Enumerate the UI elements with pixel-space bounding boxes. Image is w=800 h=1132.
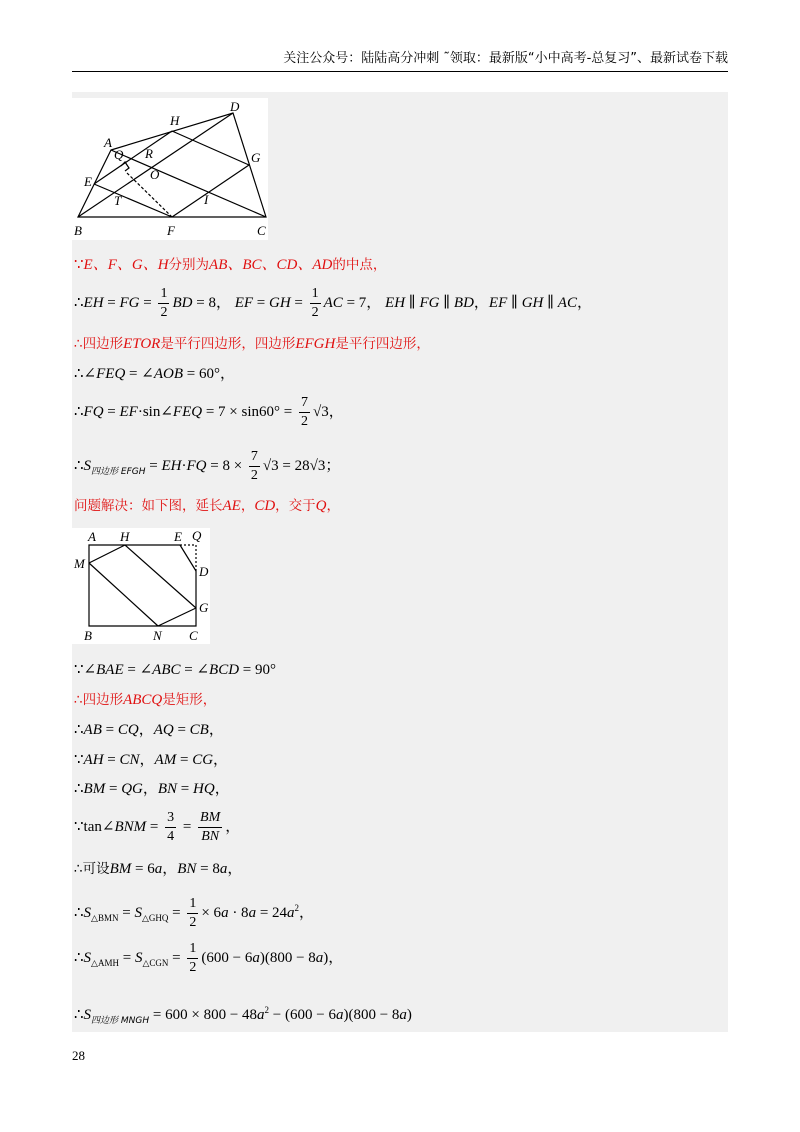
line-16: $\therefore S_{\triangle AMH} = S_{\triangle CGN}$ = $\frac{1}{2}$ (600 − 6a)(800 − 8a)， [74, 941, 344, 976]
fig2-label-a: A [88, 529, 96, 544]
line-4: ∴∠FEQ = ∠AOB = 60°， [74, 366, 235, 382]
line-13: ∵tan∠BNM = $\frac{3}{4}$ = $\frac{BM}{BN}$ ， [74, 810, 241, 845]
line-3: ∴四边形ETOR是平行四边形，四边形EFGH是平行四边形， [74, 336, 430, 352]
line-5: ∴FQ = EF·sin∠FEQ = 7 × sin60° = $\frac{7}{2}$ √3， [74, 395, 344, 430]
line-6: $\therefore S_{四边形 EFGH} = EH\cdot FQ = 8$ × $\frac{7}{2}$ √3 = 28√3； [74, 449, 341, 484]
fig2-label-b: B [84, 628, 92, 643]
fig1-label-q: Q [114, 147, 124, 162]
fraction: $\frac{1}{2}$ [189, 941, 197, 976]
fig1-label-f: F [167, 223, 175, 238]
fraction: $\frac{3}{4}$ [167, 810, 175, 845]
line-14: ∴可设BM = 6a，BN = 8a， [74, 861, 243, 877]
fraction: $\frac{7}{2}$ [250, 449, 258, 484]
line-11: ∵AH = CN，AM = CG， [74, 752, 229, 768]
fraction: $\frac{1}{2}$ [189, 896, 197, 931]
fig2-label-h: H [120, 529, 130, 544]
fig2-label-q: Q [192, 528, 202, 543]
fig1-label-c: C [257, 223, 266, 238]
fraction: $\frac{BM}{BN}$ [200, 810, 221, 845]
fig2-label-e: E [174, 529, 182, 544]
figure-rectangle [72, 528, 210, 644]
line-12: ∴BM = QG，BN = HQ， [74, 781, 230, 797]
fig2-label-n: N [153, 628, 162, 643]
fig1-label-i: I [204, 192, 209, 207]
fraction: $\frac{7}{2}$ [300, 395, 308, 430]
line-8: ∵∠BAE = ∠ABC = ∠BCD = 90° [74, 662, 276, 678]
line-10: ∴AB = CQ，AQ = CB， [74, 722, 224, 738]
fig1-label-o: O [150, 167, 160, 182]
fig2-label-c: C [189, 628, 198, 643]
fraction: $\frac{1}{2}$ [160, 286, 168, 321]
fig1-label-r: R [145, 146, 153, 161]
line-2: ∴EH = FG = $\frac{1}{2}$ BD = 8， EF = GH = $\frac{1}{2}$ AC = 7， EH ∥ FG ∥ BD，EF ∥ GH ∥ AC， [74, 286, 592, 321]
page-number: 28 [72, 1048, 85, 1063]
fig1-label-g: G [251, 150, 261, 165]
fig1-label-b: B [74, 223, 82, 238]
figure-quadrilateral [72, 98, 268, 240]
fig1-label-e: E [84, 174, 92, 189]
fig2-label-d: D [199, 564, 209, 579]
header-rule [72, 71, 728, 72]
line-9: ∴四边形ABCQ是矩形， [74, 692, 217, 708]
fig1-label-a: A [104, 135, 112, 150]
line-1: ∵E、F、G、H分别为AB、BC、CD、AD的中点， [74, 257, 387, 273]
fig1-label-d: D [230, 99, 240, 114]
line-15: $\therefore S_{\triangle BMN} = S_{\triangle GHQ}$ = $\frac{1}{2}$ × $6a \cdot 8a = 24a^2$， [74, 896, 315, 931]
fig1-label-t: T [114, 193, 122, 208]
fig2-label-m: M [74, 556, 85, 571]
page-header: 关注公众号：陆陆高分冲刺 ˜领取：最新版“小中高考-总复习”、最新试卷下载 [283, 51, 728, 66]
fig2-label-g: G [199, 600, 209, 615]
line-17: $\therefore S_{四边形 MNGH} = 600 \times 800 - 48a^2 - (600 - 6a)(800 - 8a)$ [74, 1005, 412, 1026]
fig1-label-h: H [170, 113, 180, 128]
fraction: $\frac{1}{2}$ [311, 286, 319, 321]
line-7: 问题解决：如下图，延长AE，CD，交于Q， [74, 498, 341, 514]
